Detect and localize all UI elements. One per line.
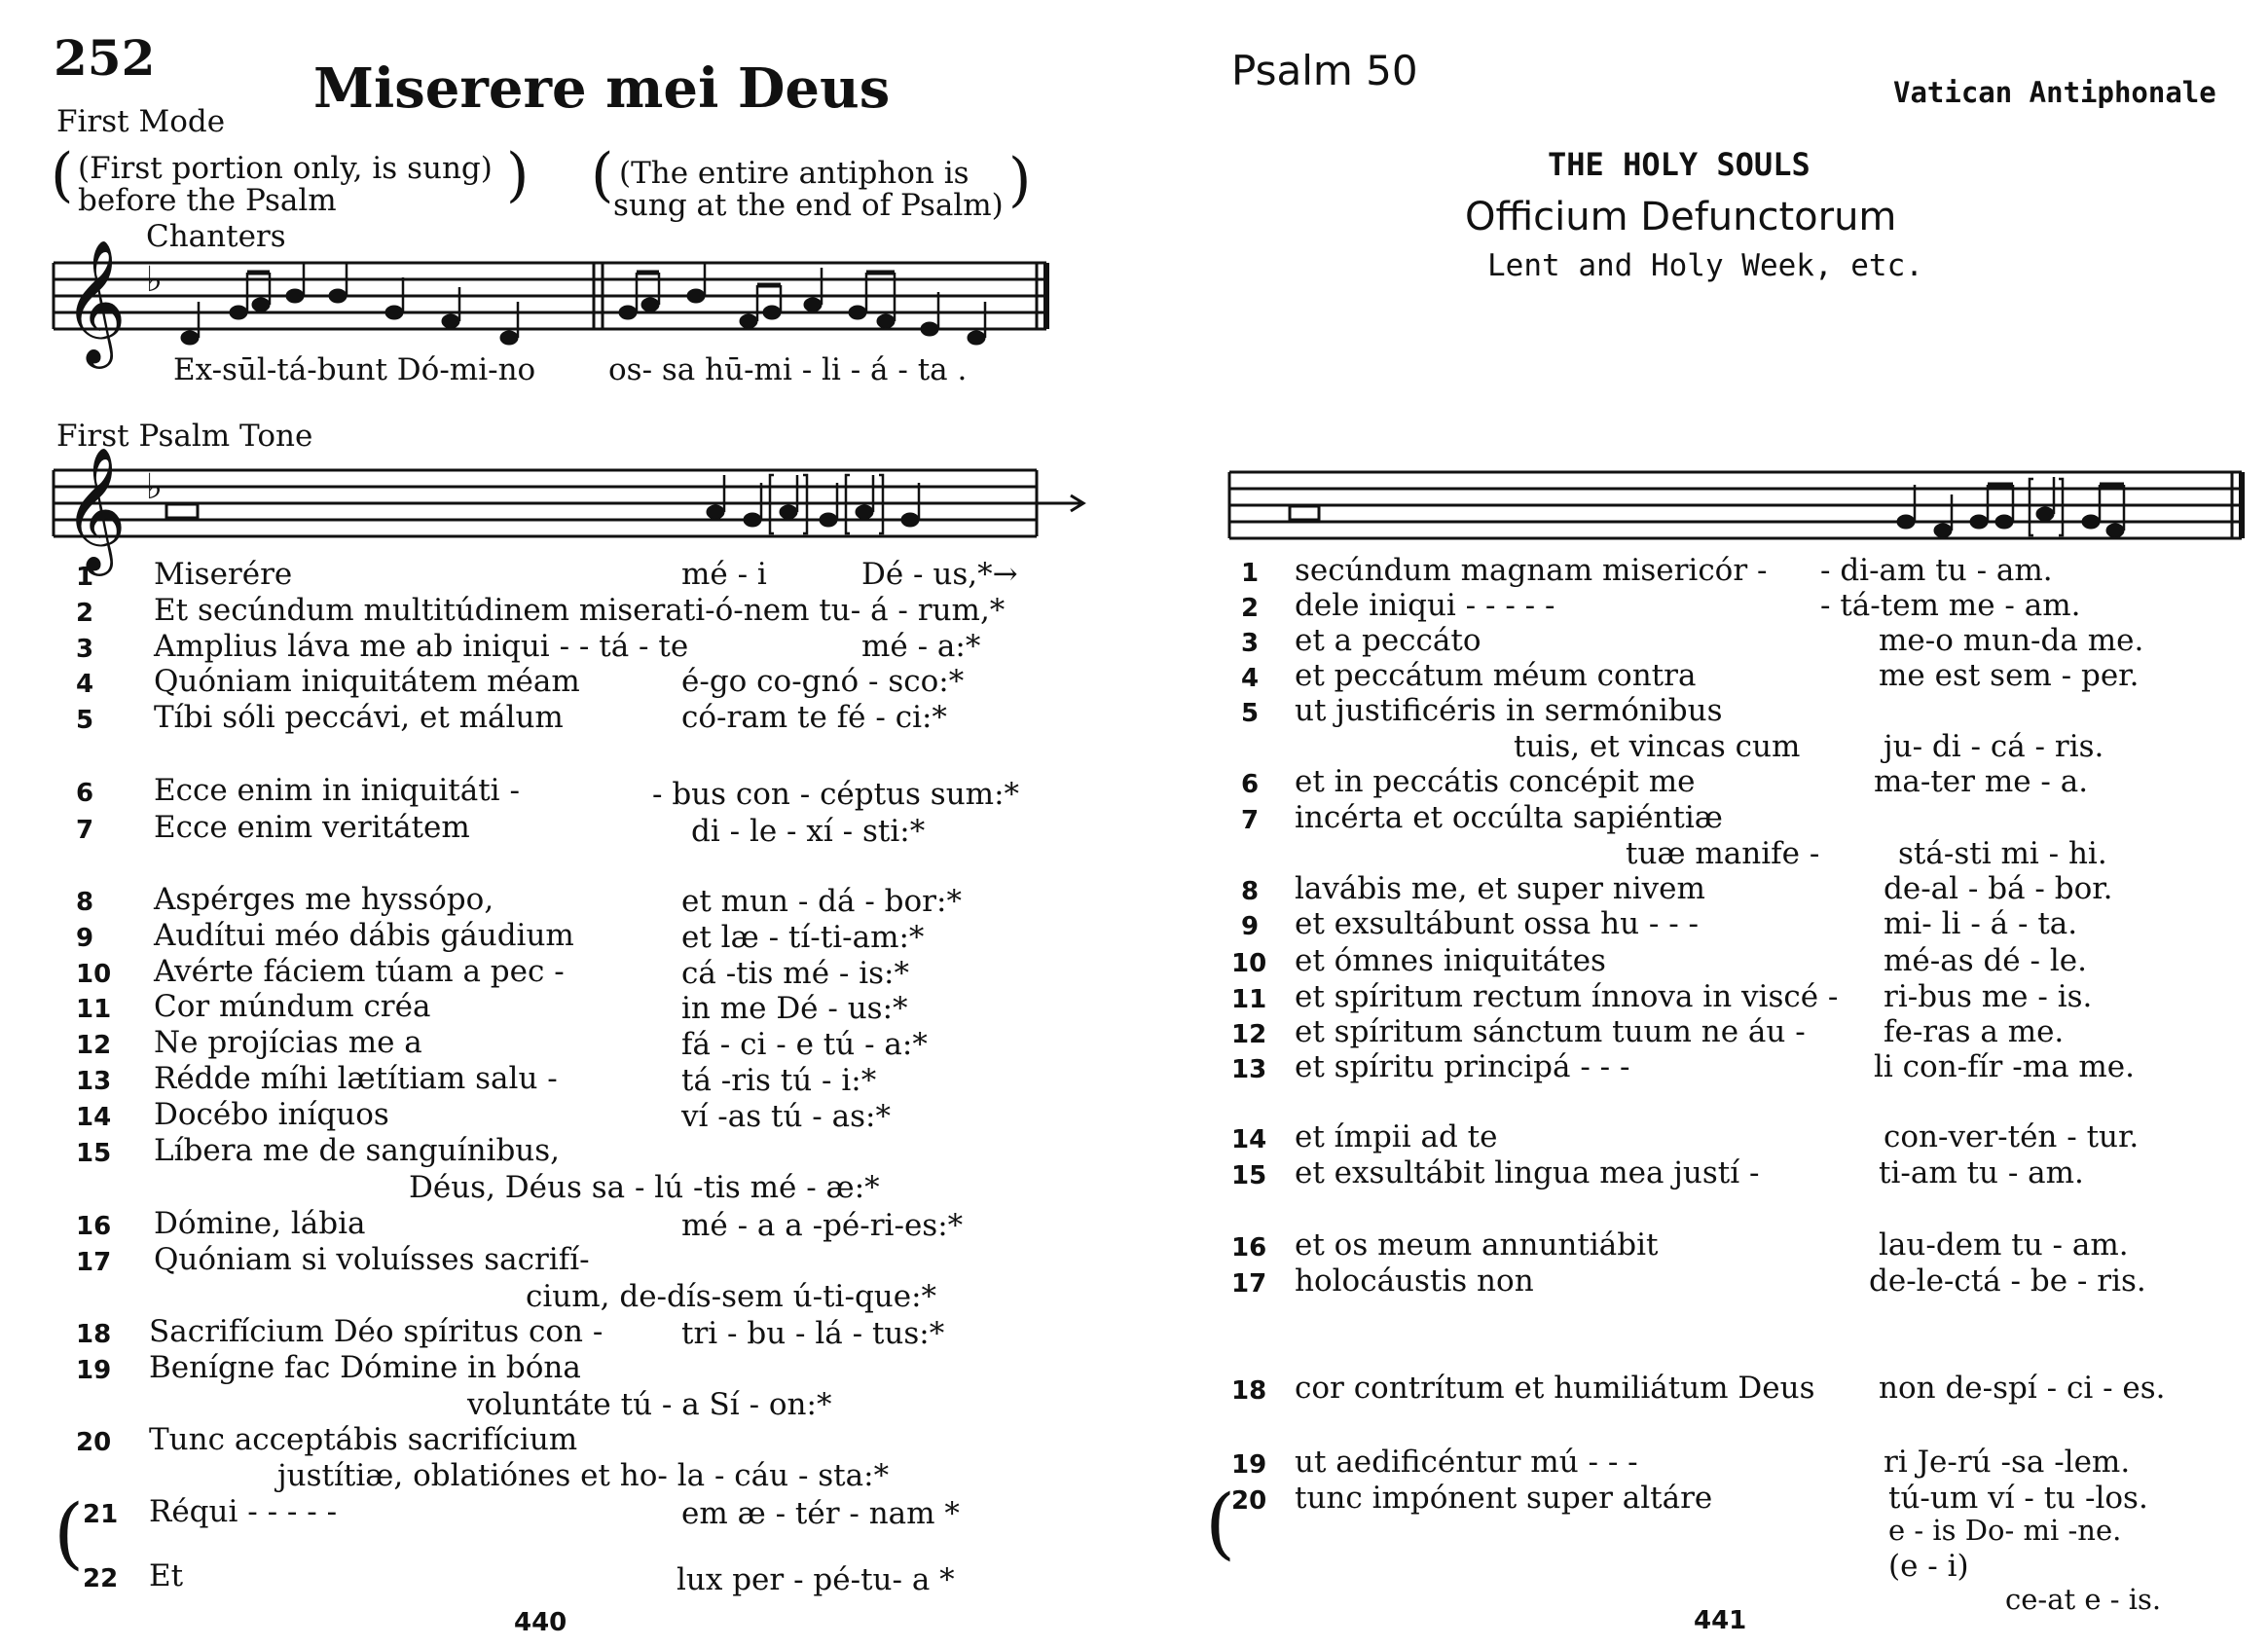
verse-text: em æ - tér - nam * bbox=[681, 1496, 960, 1531]
verse-number: 4 bbox=[1241, 664, 1260, 693]
right-footer-page: 441 bbox=[1694, 1606, 1747, 1635]
verse-number: 18 bbox=[76, 1320, 112, 1349]
verse-number: 17 bbox=[1231, 1269, 1267, 1299]
verse-number: 11 bbox=[76, 995, 112, 1024]
verse-text: (e - i) bbox=[1888, 1549, 1969, 1584]
note2-close-paren: ) bbox=[1008, 146, 1032, 214]
verse-text: lavábis me, et super nivem bbox=[1295, 871, 1705, 906]
verse-text: me est sem - per. bbox=[1879, 658, 2140, 693]
verse-number: 1 bbox=[76, 563, 94, 592]
svg-text:𝄞: 𝄞 bbox=[63, 446, 128, 570]
verse-text: Déus, Déus sa - lú -tis mé - æ:* bbox=[409, 1170, 880, 1205]
verse-text: tuæ manife - bbox=[1626, 836, 1820, 871]
verse-text: Ecce enim in iniquitáti - bbox=[154, 773, 520, 808]
verse-text: et ímpii ad te bbox=[1295, 1119, 1498, 1154]
verse-text: fá - ci - e tú - a:* bbox=[681, 1027, 928, 1062]
verse-text: Cor múndum créa bbox=[154, 989, 431, 1024]
verse-number: 16 bbox=[1231, 1233, 1267, 1263]
verse-text: fe-ras a me. bbox=[1884, 1014, 2065, 1049]
verse-number: 20 bbox=[1231, 1486, 1267, 1516]
verse-text: e - is Do- mi -ne. bbox=[1888, 1514, 2122, 1547]
verse-text: et mun - dá - bor:* bbox=[681, 884, 962, 919]
verse-number: 10 bbox=[76, 960, 112, 989]
verse-number: 6 bbox=[1241, 770, 1260, 799]
verse-text: - bus con - céptus sum:* bbox=[652, 777, 1020, 812]
verse-text: ju- di - cá - ris. bbox=[1884, 729, 2104, 764]
svg-text:♭: ♭ bbox=[146, 260, 163, 300]
verse-text: incérta et occúlta sapiéntiæ bbox=[1295, 800, 1723, 835]
verse-text: Quóniam si voluísses sacrifí- bbox=[154, 1242, 590, 1277]
verse-number: 19 bbox=[76, 1356, 112, 1385]
verse-text: ma-ter me - a. bbox=[1874, 764, 2089, 799]
verse-text: Ne projícias me a bbox=[154, 1025, 422, 1060]
right-heading-1: THE HOLY SOULS bbox=[1548, 146, 1811, 183]
note2-line2: sung at the end of Psalm) bbox=[613, 188, 1004, 223]
verse-text: ví -as tú - as:* bbox=[681, 1099, 891, 1134]
verse-text: tá -ris tú - i:* bbox=[681, 1063, 877, 1098]
verse-text: Audítui méo dábis gáudium bbox=[154, 918, 574, 953]
verse-text: dele iniqui - - - - - bbox=[1295, 588, 1555, 623]
verse-text: tunc impónent super altáre bbox=[1295, 1481, 1713, 1516]
verse-text: di - le - xí - sti:* bbox=[691, 814, 926, 849]
verse-text: Et secúndum multitúdinem miserati-ó-nem tu- á - rum,* bbox=[154, 593, 1006, 628]
verse-text: Sacrifícium Déo spíritus con - bbox=[149, 1314, 604, 1349]
verse-number: 9 bbox=[76, 924, 94, 953]
left-title: Miserere mei Deus bbox=[313, 56, 891, 121]
refrain-bracket: ( bbox=[1205, 1478, 1236, 1568]
verse-number: 11 bbox=[1231, 985, 1267, 1014]
verse-text: Dé - us,*→ bbox=[861, 557, 1018, 592]
note2-open-paren: ( bbox=[591, 141, 614, 209]
antiphon-lyrics-2: os- sa hū-mi - li - á - ta . bbox=[608, 352, 968, 387]
verse-text: Rédde míhi lætítiam salu - bbox=[154, 1061, 558, 1096]
verse-text: Aspérges me hyssópo, bbox=[154, 882, 494, 917]
verse-text: ri Je-rú -sa -lem. bbox=[1884, 1445, 2131, 1480]
verse-number: 14 bbox=[1231, 1125, 1267, 1154]
verse-text: in me Dé - us:* bbox=[681, 991, 908, 1026]
chanters-label: Chanters bbox=[146, 219, 286, 254]
antiphon-lyrics-1: Ex-sūl-tá-bunt Dó-mi-no bbox=[173, 352, 536, 387]
verse-number: 14 bbox=[76, 1103, 112, 1132]
verse-number: 13 bbox=[1231, 1055, 1267, 1084]
verse-number: 20 bbox=[76, 1428, 112, 1457]
verse-text: stá-sti mi - hi. bbox=[1898, 836, 2107, 871]
verse-text: justítiæ, oblatiónes et ho- la - cáu - sta:* bbox=[277, 1458, 890, 1493]
verse-number: 5 bbox=[76, 706, 94, 735]
verse-number: 17 bbox=[76, 1248, 112, 1277]
verse-text: et spíritum sánctum tuum ne áu - bbox=[1295, 1014, 1806, 1049]
verse-text: tú-um ví - tu -los. bbox=[1888, 1481, 2148, 1516]
right-heading-2: Officium Defunctorum bbox=[1465, 195, 1897, 239]
verse-text: et exsultábit lingua mea justí - bbox=[1295, 1155, 1760, 1190]
verse-number: 19 bbox=[1231, 1450, 1267, 1480]
verse-text: et in peccátis concépit me bbox=[1295, 764, 1696, 799]
verse-text: et exsultábunt ossa hu - - - bbox=[1295, 906, 1700, 941]
source-label: Vatican Antiphonale bbox=[1893, 76, 2216, 109]
verse-text: - di-am tu - am. bbox=[1820, 553, 2053, 588]
verse-number: 7 bbox=[1241, 806, 1260, 835]
verse-text: cium, de-dís-sem ú-ti-que:* bbox=[526, 1279, 937, 1314]
verse-text: cor contrítum et humiliátum Deus bbox=[1295, 1371, 1815, 1406]
verse-text: holocáustis non bbox=[1295, 1263, 1534, 1299]
right-tone-staff bbox=[1229, 458, 2247, 565]
verse-number: 8 bbox=[76, 888, 94, 917]
verse-text: voluntáte tú - a Sí - on:* bbox=[467, 1387, 832, 1422]
verse-text: mé - i bbox=[681, 557, 767, 592]
verse-number: 12 bbox=[76, 1031, 112, 1060]
verse-text: secúndum magnam misericór - bbox=[1295, 553, 1768, 588]
mode-label: First Mode bbox=[56, 104, 226, 139]
verse-text: li con-fír -ma me. bbox=[1874, 1049, 2136, 1084]
verse-text: Líbera me de sanguínibus, bbox=[154, 1133, 561, 1168]
note1-line2: before the Psalm bbox=[78, 183, 337, 218]
verse-text: lau-dem tu - am. bbox=[1879, 1227, 2129, 1263]
verse-number: 22 bbox=[83, 1564, 119, 1593]
verse-text: có-ram te fé - ci:* bbox=[681, 700, 947, 735]
verse-text: et spíritum rectum ínnova in viscé - bbox=[1295, 979, 1839, 1014]
verse-text: Ecce enim veritátem bbox=[154, 810, 470, 845]
verse-text: de-al - bá - bor. bbox=[1884, 871, 2113, 906]
verse-number: 10 bbox=[1231, 949, 1267, 978]
verse-text: et ómnes iniquitátes bbox=[1295, 943, 1606, 978]
verse-text: Tíbi sóli peccávi, et málum bbox=[154, 700, 564, 735]
verse-number: 12 bbox=[1231, 1020, 1267, 1049]
verse-text: de-le-ctá - be - ris. bbox=[1869, 1263, 2146, 1299]
verse-text: Docébo iníquos bbox=[154, 1097, 389, 1132]
verse-text: et læ - tí-ti-am:* bbox=[681, 920, 925, 955]
svg-text:𝄞: 𝄞 bbox=[63, 238, 128, 363]
verse-text: me-o mun-da me. bbox=[1879, 623, 2144, 658]
verse-number: 4 bbox=[76, 670, 94, 699]
left-page-number: 252 bbox=[54, 29, 156, 87]
verse-text: ut aedificéntur mú - - - bbox=[1295, 1445, 1638, 1480]
note1-open-paren: ( bbox=[51, 141, 74, 209]
verse-text: ce-at e - is. bbox=[2005, 1583, 2162, 1616]
verse-number: 15 bbox=[1231, 1161, 1267, 1190]
psalm-label: Psalm 50 bbox=[1231, 47, 1418, 94]
verse-text: et a peccáto bbox=[1295, 623, 1482, 658]
verse-text: ut justificéris in sermónibus bbox=[1295, 693, 1723, 728]
verse-text: Et bbox=[149, 1558, 184, 1593]
verse-number: 18 bbox=[1231, 1376, 1267, 1406]
left-footer-page: 440 bbox=[514, 1608, 567, 1637]
note1-line1: (First portion only, is sung) bbox=[78, 151, 493, 186]
refrain-bracket: ( bbox=[54, 1487, 85, 1578]
verse-text: et peccátum méum contra bbox=[1295, 658, 1697, 693]
verse-text: é-go co-gnó - sco:* bbox=[681, 664, 965, 699]
verse-text: Quóniam iniquitátem méam bbox=[154, 664, 580, 699]
verse-number: 5 bbox=[1241, 699, 1260, 728]
verse-text: lux per - pé-tu- a * bbox=[677, 1562, 955, 1597]
verse-number: 21 bbox=[83, 1500, 119, 1529]
verse-text: Benígne fac Dómine in bóna bbox=[149, 1350, 581, 1385]
verse-text: et os meum annuntiábit bbox=[1295, 1227, 1659, 1263]
verse-number: 1 bbox=[1241, 559, 1260, 588]
verse-text: Dómine, lábia bbox=[154, 1206, 366, 1241]
psalm-tone-staff bbox=[54, 446, 1105, 570]
verse-text: tri - bu - lá - tus:* bbox=[681, 1316, 945, 1351]
verse-text: mi- li - á - ta. bbox=[1884, 906, 2078, 941]
verse-text: ri-bus me - is. bbox=[1884, 979, 2093, 1014]
verse-text: con-ver-tén - tur. bbox=[1884, 1119, 2140, 1154]
verse-text: mé-as dé - le. bbox=[1884, 943, 2087, 978]
verse-number: 6 bbox=[76, 779, 94, 808]
verse-text: Réqui - - - - - bbox=[149, 1494, 338, 1529]
verse-text: mé - a a -pé-ri-es:* bbox=[681, 1208, 964, 1243]
verse-number: 15 bbox=[76, 1139, 112, 1168]
verse-text: Miserére bbox=[154, 557, 293, 592]
tone-label: First Psalm Tone bbox=[56, 419, 313, 454]
verse-text: non de-spí - ci - es. bbox=[1879, 1371, 2166, 1406]
note2-line1: (The entire antiphon is bbox=[619, 156, 969, 191]
verse-text: Tunc acceptábis sacrifícium bbox=[149, 1422, 578, 1457]
verse-number: 9 bbox=[1241, 912, 1260, 941]
verse-number: 8 bbox=[1241, 877, 1260, 906]
verse-text: ti-am tu - am. bbox=[1879, 1155, 2084, 1190]
verse-text: Avérte fáciem túam a pec - bbox=[154, 954, 565, 989]
verse-text: cá -tis mé - is:* bbox=[681, 956, 909, 991]
verse-number: 2 bbox=[76, 599, 94, 628]
verse-text: tuis, et vincas cum bbox=[1514, 729, 1801, 764]
verse-number: 3 bbox=[1241, 629, 1260, 658]
verse-number: 3 bbox=[76, 635, 94, 664]
verse-number: 2 bbox=[1241, 594, 1260, 623]
verse-number: 16 bbox=[76, 1212, 112, 1241]
antiphon-staff bbox=[54, 238, 1056, 363]
verse-text: et spíritu principá - - - bbox=[1295, 1049, 1630, 1084]
verse-text: - tá-tem me - am. bbox=[1820, 588, 2081, 623]
verse-text: Amplius láva me ab iniqui - - tá - te bbox=[154, 629, 689, 664]
verse-text: mé - a:* bbox=[861, 629, 981, 664]
svg-text:♭: ♭ bbox=[146, 467, 163, 507]
verse-number: 7 bbox=[76, 816, 94, 845]
right-heading-3: Lent and Holy Week, etc. bbox=[1487, 248, 1923, 283]
verse-number: 13 bbox=[76, 1067, 112, 1096]
note1-close-paren: ) bbox=[506, 141, 530, 209]
